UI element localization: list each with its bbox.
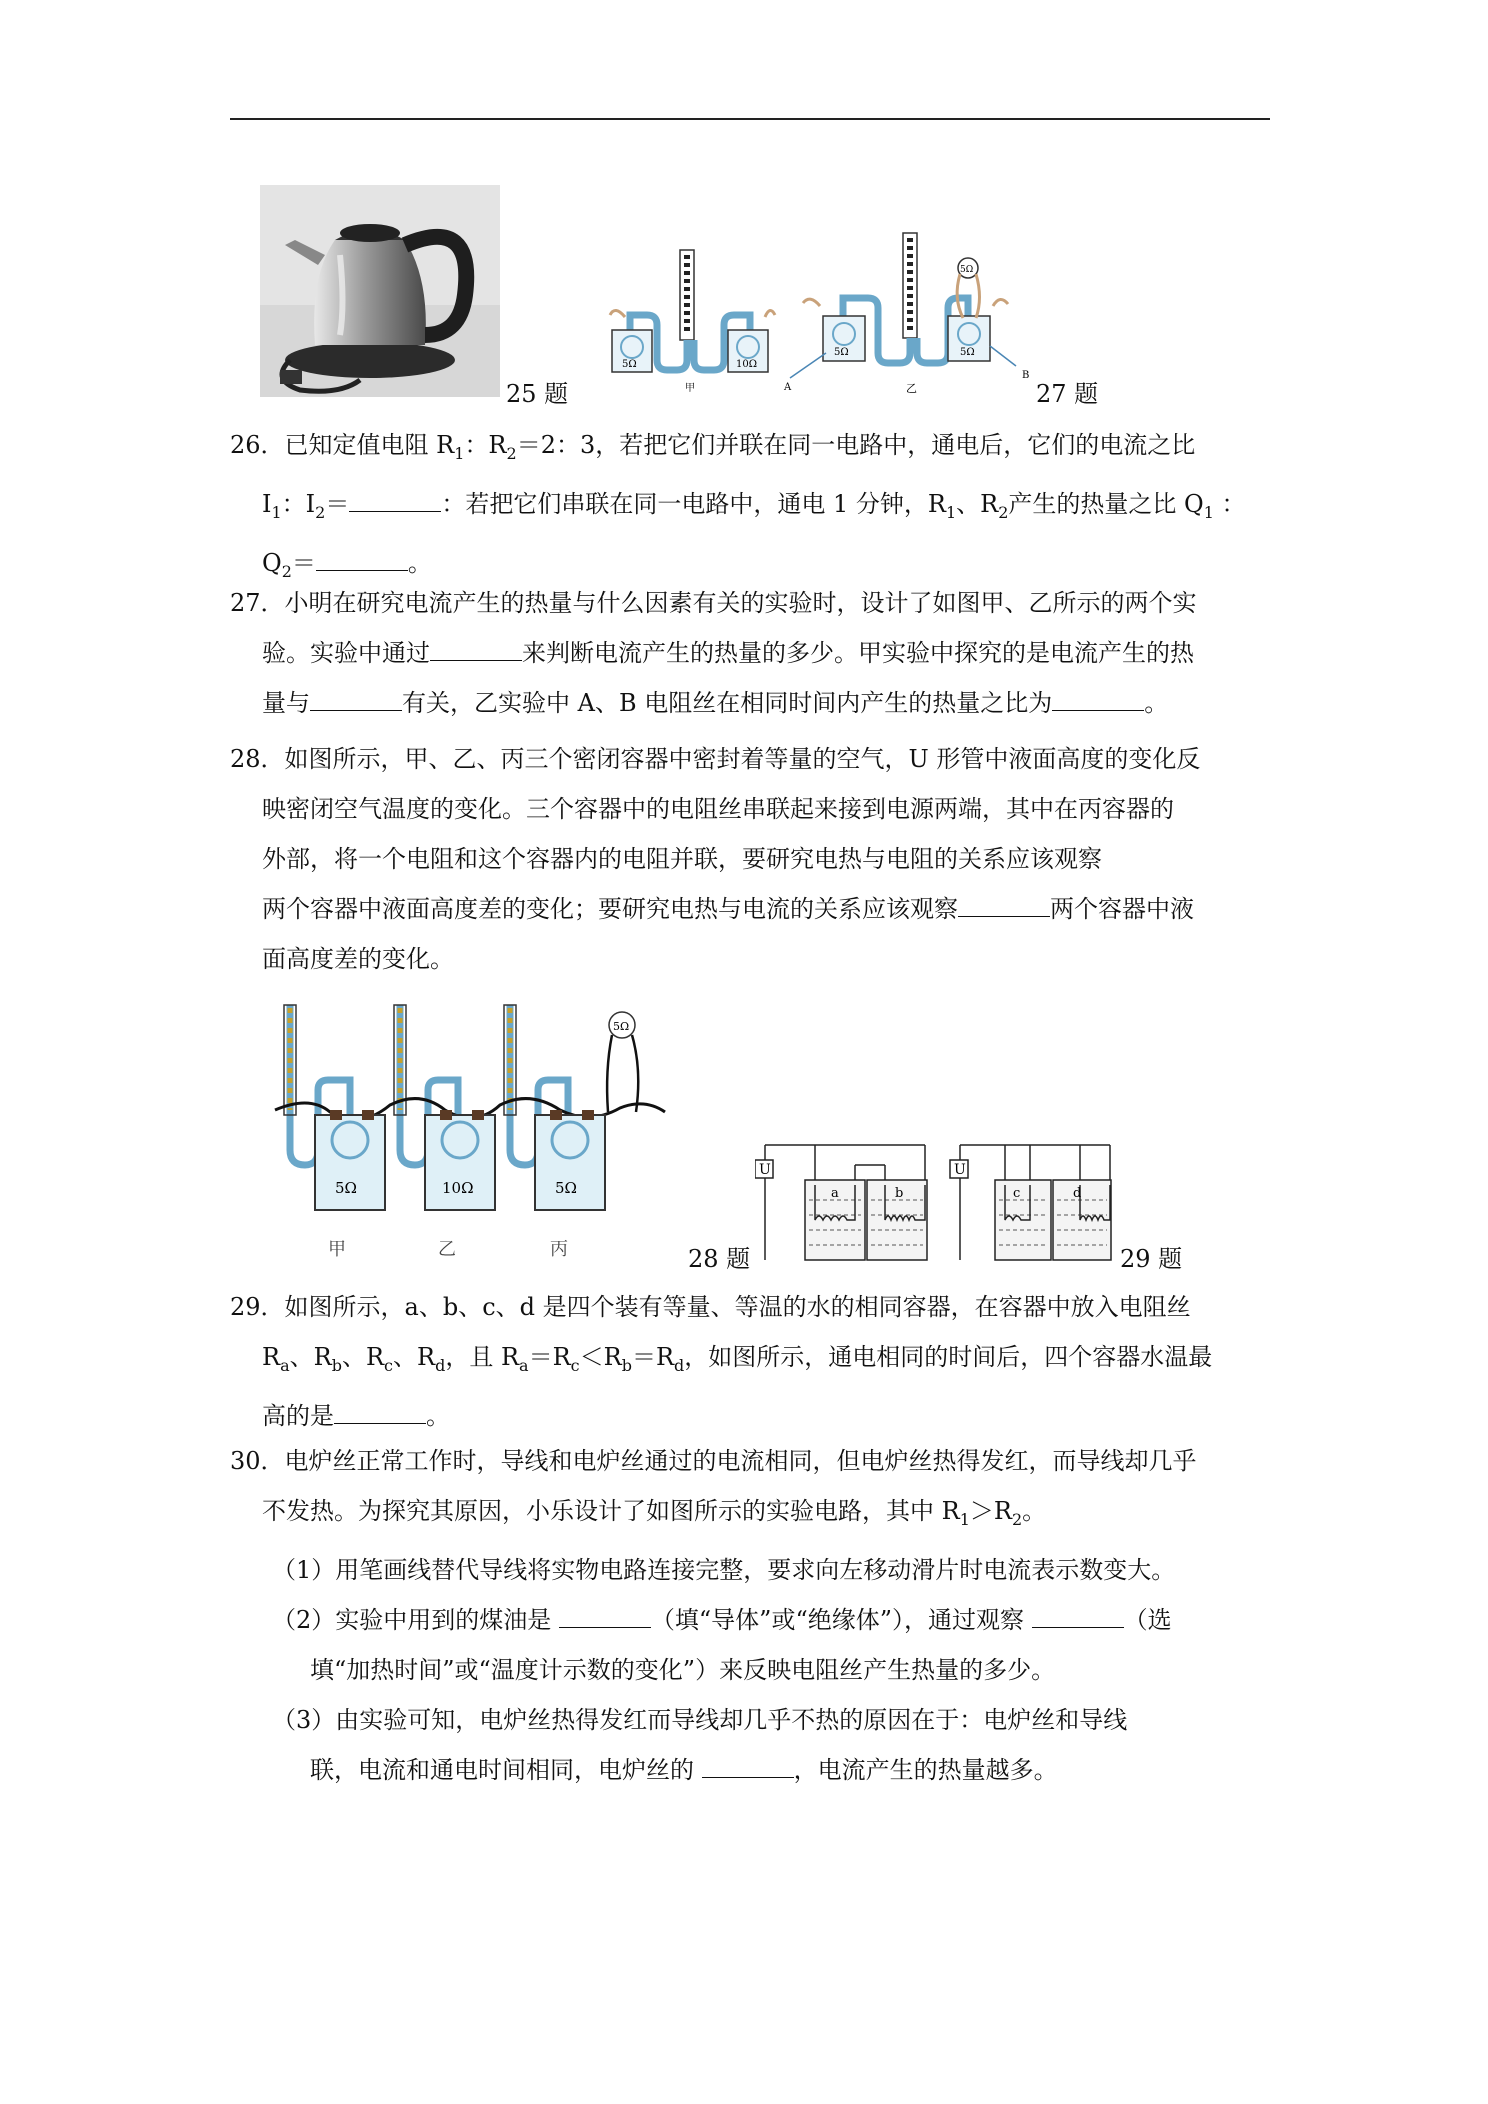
fig28-r-yi: 10Ω xyxy=(442,1179,474,1197)
fig29-diagram xyxy=(755,1120,1115,1270)
answer-blank[interactable] xyxy=(559,1601,651,1628)
question-26: 26．已知定值电阻 $R_1$：$R_2=2$：3，若把它们并联在同一电路中，通电后，它们的电流之比 $I_1$：$I_2=$ ：若把它们串联在同一电路中，通电 1 分钟，$R_1$、$R_2$产生的热量之比 $Q_1$ ： $Q_2=$ 。 xyxy=(230,431,1246,581)
fig27-yi-label: 乙 xyxy=(906,382,917,395)
fig29-label-a: a xyxy=(831,1186,839,1201)
fig27-r-top: 5Ω xyxy=(960,265,974,275)
fig27-caption: 27 题 xyxy=(1036,380,1099,408)
answer-blank[interactable] xyxy=(702,1751,794,1778)
answer-blank[interactable] xyxy=(334,1397,426,1424)
fig28-diagram xyxy=(270,1000,690,1270)
fig27-yi-diagram xyxy=(778,228,1038,398)
fig29-label-c: c xyxy=(1013,1186,1021,1201)
fig27-jia-label: 甲 xyxy=(685,383,695,394)
fig29-label-d: d xyxy=(1073,1186,1082,1201)
answer-blank[interactable] xyxy=(430,634,522,661)
fig29-caption: 29 题 xyxy=(1120,1245,1183,1273)
answer-blank[interactable] xyxy=(316,544,408,571)
fig27-r-b1: 5Ω xyxy=(834,347,849,358)
answer-blank[interactable] xyxy=(958,890,1050,917)
answer-blank[interactable] xyxy=(1052,684,1144,711)
question-28: 28．如图所示，甲、乙、丙三个密闭容器中密封着等量的空气，U 形管中液面高度的变化反 映密闭空气温度的变化。三个容器中的电阻丝串联起来接到电源两端，其中在丙容器的 外部，将一个电阻和这个容器内的电阻并联，要研究电热与电阻的关系应该观察 两个容器中液面高度差的变化；要研究电热与电流的关系应该观察 两个容器中液 面高度差的变化。 xyxy=(230,745,1201,973)
fig28-label-jia: 甲 xyxy=(328,1239,346,1260)
fig29-label-b: b xyxy=(895,1186,904,1201)
fig29-U-left: U xyxy=(759,1162,771,1178)
fig28-r-jia: 5Ω xyxy=(335,1179,357,1197)
fig27-r-right: 10Ω xyxy=(736,359,758,370)
fig27-r-b2: 5Ω xyxy=(960,347,975,358)
fig27-jia-diagram xyxy=(600,245,780,395)
fig27-label-A: A xyxy=(784,382,792,393)
fig28-label-yi: 乙 xyxy=(438,1239,456,1260)
question-27: 27．小明在研究电流产生的热量与什么因素有关的实验时，设计了如图甲、乙所示的两个实 验。实验中通过 来判断电流产生的热量的多少。甲实验中探究的是电流产生的热 量与 有关，乙实验中 A、B 电阻丝在相同时间内产生的热量之比为 。 xyxy=(230,589,1197,717)
fig25-caption: 25 题 xyxy=(506,380,569,408)
answer-blank[interactable] xyxy=(349,485,441,512)
fig28-r-bing: 5Ω xyxy=(555,1179,577,1197)
fig29-U-right: U xyxy=(954,1162,966,1178)
answer-blank[interactable] xyxy=(310,684,402,711)
fig28-label-bing: 丙 xyxy=(550,1239,568,1260)
kettle-photo xyxy=(260,185,500,397)
answer-blank[interactable] xyxy=(1032,1601,1124,1628)
fig28-caption: 28 题 xyxy=(688,1245,751,1273)
fig27-r-left: 5Ω xyxy=(622,359,637,370)
fig27-label-B: B xyxy=(1022,370,1030,381)
header-rule xyxy=(230,118,1270,120)
fig28-r-top: 5Ω xyxy=(613,1020,630,1033)
question-30: 30．电炉丝正常工作时，导线和电炉丝通过的电流相同，但电炉丝热得发红，而导线却几乎 不发热。为探究其原因，小乐设计了如图所示的实验电路，其中 $R_1>R_2$。 （1）用笔画线替代导线将实物电路连接完整，要求向左移动滑片时电流表示数变大。 （2）实验中用到的煤油是 （填“导体”或“绝缘体”），通过观察 （选 填“加热时间”或“温度计示数的变化”）来反映电阻丝产生热量的多少。 （3）由实验可知，电炉丝热得发红而导线却几乎不热的原因在于：电炉丝和导线 联，电流和通电时间相同，电炉丝的 ，电流产生的热量越多。 xyxy=(230,1447,1197,1784)
question-29: 29．如图所示，a、b、c、d 是四个装有等量、等温的水的相同容器，在容器中放入电阻丝 $R_a$、$R_b$、$R_c$、$R_d$，且 $R_a=R_c<R_b=R_d$，如图所示，通电相同的时间后，四个容器水温最 高的是 。 xyxy=(230,1293,1213,1430)
